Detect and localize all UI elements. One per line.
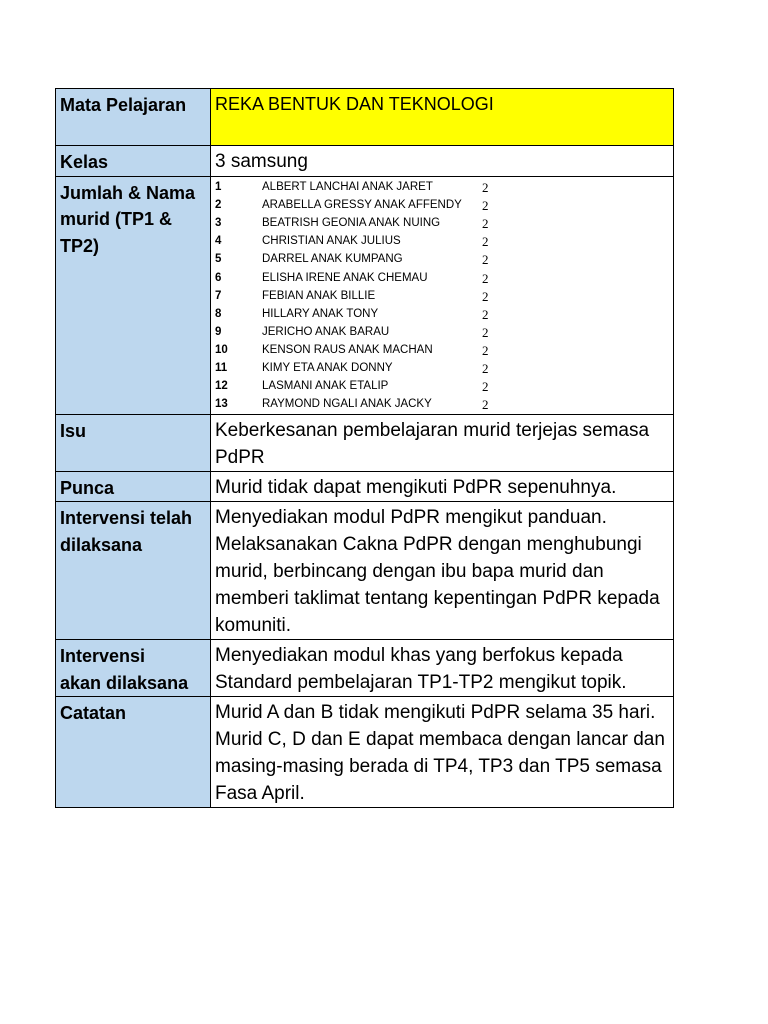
student-number: 1 (215, 181, 222, 194)
label-punca: Punca (56, 471, 211, 502)
label-intervensi-akan (56, 640, 211, 697)
student-number: 11 (215, 361, 228, 374)
label-mata-pelajaran: Mata Pelajaran (56, 89, 211, 146)
student-number: 12 (215, 380, 228, 393)
student-number: 10 (215, 343, 228, 356)
student-tp: 2 (482, 360, 489, 376)
row-isu (56, 414, 674, 471)
student-name: KIMY ETA ANAK DONNY (262, 361, 393, 374)
student-name: RAYMOND NGALI ANAK JACKY (262, 398, 432, 411)
value-intervensi-telah: Menyediakan modul PdPR mengikut panduan. Melaksanakan Cakna PdPR dengan menghubungi murid, berbincang dengan ibu bapa murid dan memberi taklimat tentang kepentingan PdPR kepada komuniti. (211, 502, 674, 640)
student-tp: 2 (482, 252, 489, 268)
student-number: 5 (215, 253, 222, 266)
student-number: 3 (215, 217, 222, 230)
student-tp: 2 (482, 180, 489, 196)
student-name: BEATRISH GEONIA ANAK NUING (262, 217, 441, 230)
student-tp: 2 (482, 306, 489, 322)
label-jumlah: Jumlah & Nama murid (TP1 & TP2) (56, 176, 211, 414)
student-name: FEBIAN ANAK BILLIE (262, 289, 376, 302)
student-row (215, 396, 673, 414)
student-number: 9 (215, 325, 222, 338)
value-intervensi-akan: Menyediakan modul khas yang berfokus kepada Standard pembelajaran TP1-TP2 mengikut topik. (211, 640, 674, 697)
value-punca: Murid tidak dapat mengikuti PdPR sepenuhnya. (211, 471, 674, 502)
row-jumlah (56, 176, 674, 414)
student-name: ARABELLA GRESSY ANAK AFFENDY (262, 199, 462, 212)
row-intervensi-telah (56, 502, 674, 640)
form-table (55, 88, 674, 808)
student-tp: 2 (482, 198, 489, 214)
label-intervensi-akan-text: Intervensi akan dilaksana (60, 646, 189, 693)
student-name: DARREL ANAK KUMPANG (262, 253, 403, 266)
row-catatan (56, 697, 674, 808)
student-number: 2 (215, 199, 222, 212)
label-catatan: Catatan (56, 697, 211, 808)
student-number: 8 (215, 307, 222, 320)
row-intervensi-akan (56, 640, 674, 697)
student-tp: 2 (482, 288, 489, 304)
student-list (211, 176, 674, 414)
student-number: 6 (215, 271, 222, 284)
student-name: HILLARY ANAK TONY (262, 307, 379, 320)
row-kelas (56, 146, 674, 177)
student-number: 4 (215, 235, 222, 248)
student-name: KENSON RAUS ANAK MACHAN (262, 343, 433, 356)
value-isu: Keberkesanan pembelajaran murid terjejas semasa PdPR (211, 414, 674, 471)
student-name: JERICHO ANAK BARAU (262, 325, 390, 338)
student-number: 13 (215, 398, 228, 411)
value-catatan (211, 697, 674, 808)
student-tp: 2 (482, 216, 489, 232)
value-mata-pelajaran (211, 89, 674, 146)
student-tp: 2 (482, 397, 489, 413)
student-tp: 2 (482, 342, 489, 358)
subject-text: REKA BENTUK DAN TEKNOLOGI (215, 94, 494, 114)
student-name: LASMANI ANAK ETALIP (262, 380, 389, 393)
student-tp: 2 (482, 234, 489, 250)
student-tp: 2 (482, 270, 489, 286)
student-tp: 2 (482, 324, 489, 340)
catatan-note-1: Murid A dan B tidak mengikuti PdPR selama 35 hari. (215, 702, 656, 724)
value-kelas: 3 samsung (211, 146, 674, 177)
label-isu: Isu (56, 414, 211, 471)
label-kelas: Kelas (56, 146, 211, 177)
student-name: ALBERT LANCHAI ANAK JARET (262, 181, 433, 194)
student-name: ELISHA IRENE ANAK CHEMAU (262, 271, 428, 284)
student-rows (215, 179, 673, 414)
intervention-form (55, 88, 674, 808)
row-punca (56, 471, 674, 502)
row-mata-pelajaran (56, 89, 674, 146)
catatan-note-2: Murid C, D dan E dapat membaca dengan lancar dan masing-masing berada di TP4, TP3 dan TP5 semasa Fasa April. (215, 729, 665, 805)
student-tp: 2 (482, 379, 489, 395)
label-intervensi-telah: Intervensi telah dilaksana (56, 502, 211, 640)
student-number: 7 (215, 289, 222, 302)
student-name: CHRISTIAN ANAK JULIUS (262, 235, 401, 248)
